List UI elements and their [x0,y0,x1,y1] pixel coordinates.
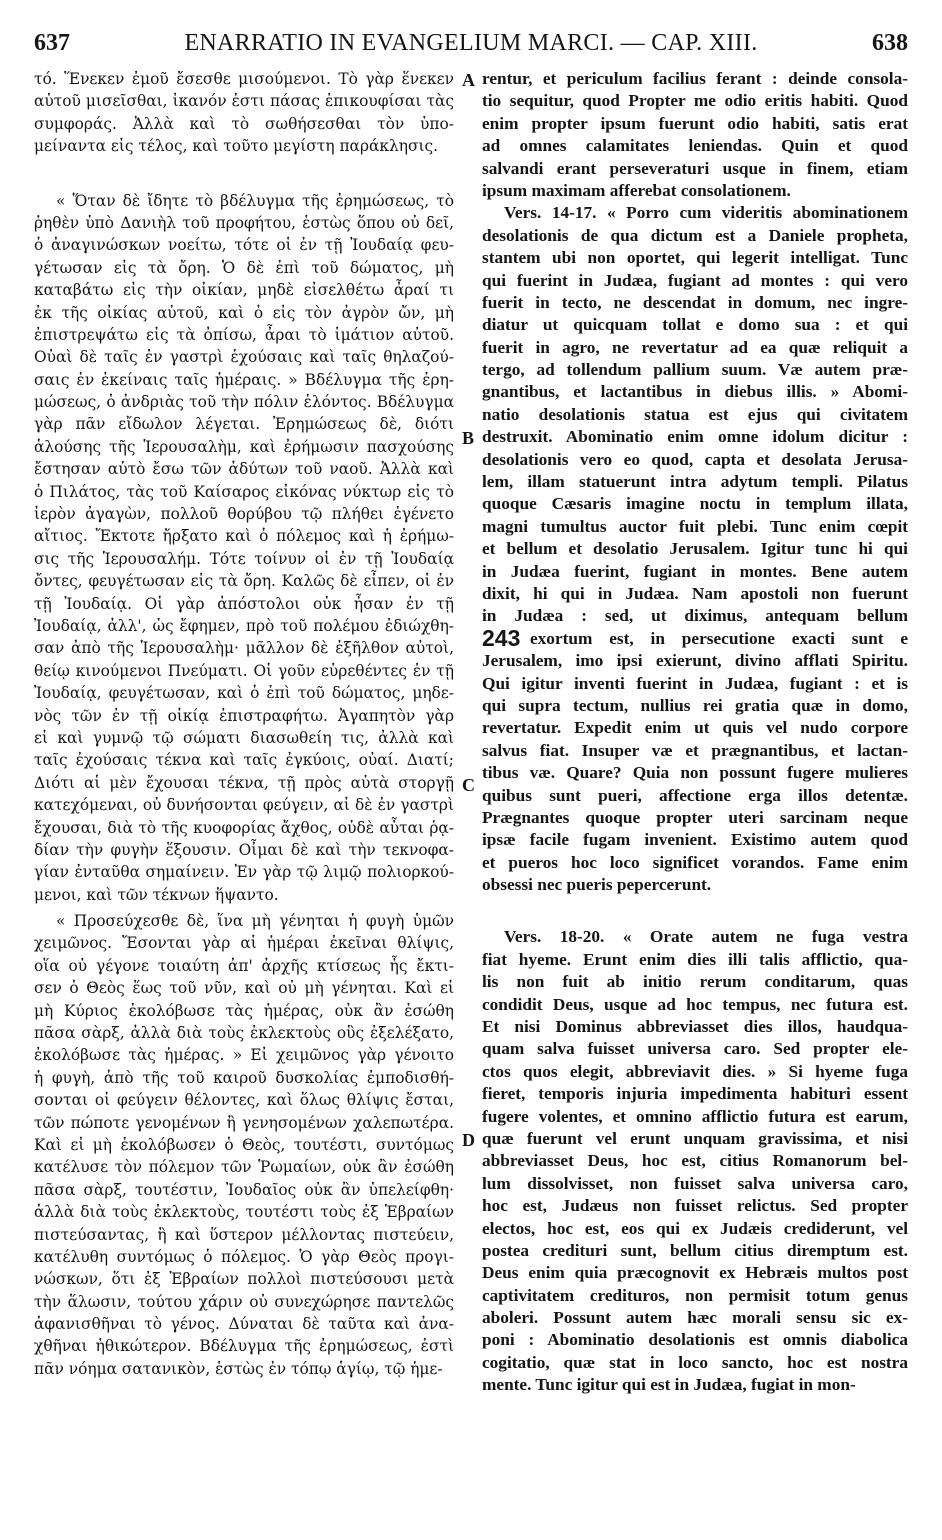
text-line: fieret, temporis injuria impedimenta habituri essent [482,1084,908,1104]
text-line: ταῖς ἐχούσαις τέκνα καὶ ταῖς ἐγκύοις, οὐαί. Διατί; [34,751,454,770]
text-line: Καὶ εἰ μὴ ἐκολόβωσεν ὁ Θεὸς, τουτέστι, συντόμως [34,1135,454,1154]
text-line: πιστεύσαντας, ἢ καὶ ὕστερον μέλλοντας πιστεύειν, [34,1225,454,1244]
paragraph [34,910,454,1380]
text-line: νὸς τῶν ἐν τῇ οἰκίᾳ ἐπιστραφήτω. Ἀγαπητὸν γὰρ [34,706,454,725]
text-line: ἐπιστρεψάτω εἰς τὰ ὀπίσω, ἆραι τὸ ἱμάτιον αὐτοῦ. [34,325,454,344]
margin-marker-c: C [462,775,475,795]
text-line: Ἰουδαίᾳ, φευγέτωσαν, καὶ ὁ ἐπὶ τοῦ δώματος, μηδε- [34,684,454,703]
paragraph [34,68,454,158]
text-line: χειμῶνος. Ἔσονται γὰρ αἱ ἡμέραι ἐκεῖναι θλίψις, [34,934,454,953]
text-line: θείῳ κινούμενοι Πνεύματι. Οἱ γοῦν εὑρεθέντες ἐν τῇ [34,661,454,680]
text-line: ἐκ τῆς οἰκίας αὐτοῦ, καὶ ὁ εἰς τὸν ἀγρὸν ὤν, μὴ [34,303,454,322]
text-line: ἀλλὰ διὰ τοὺς ἐκλεκτοὺς, τουτέστι τοὺς ἐξ Ἑβραίων [34,1203,454,1222]
page-number-left: 637 [34,30,70,56]
text-line: σεν ὁ Θεὸς ἕως τοῦ νῦν, καὶ οὐ μὴ γένηται. Καὶ εἰ [34,979,454,998]
text-line: ἔστησαν αὐτὸ ἔσω τῶν ἀδύτων τοῦ ναοῦ. Ἀλλὰ καὶ [34,460,454,479]
text-line: fiat hyeme. Erunt enim dies illi talis afflictio, qua- [482,949,908,969]
text-line: Deus enim quia præcognovit ex Hebræis multos post [482,1263,908,1283]
column-number: 243 [482,624,521,651]
text-line: hoc est, Judæus non fuisset relictus. Sed propter [482,1196,908,1216]
text-line: Οὐαὶ δὲ ταῖς ἐν γαστρὶ ἐχούσαις καὶ ταῖς θηλαζού- [34,348,454,367]
text-line: τῇ Ἰουδαίᾳ. Οἱ γὰρ ἀπόστολοι οὐκ ἦσαν ἐν τῇ [34,594,454,613]
text-line: ἔχουσαι, διὰ τὸ τῆς κυοφορίας ἄχθος, οὐδὲ αὗται ῥᾳ- [34,818,454,837]
latin-column [482,68,908,1397]
text-line: dixit, hi qui in Judæa. Nam apostoli non fuerunt [482,583,908,603]
text-line: ἐκολόβωσε τὰς ἡμέρας. » Εἰ χειμῶνος γὰρ γένοιτο [34,1046,454,1065]
text-line: poni : Abominatio desolationis est omnis diabolica [482,1330,908,1350]
text-line: in Judæa : sed, ut diximus, antequam bellum [482,606,908,626]
text-line: Διότι αἱ μὲν ἔχουσαι τέκνα, τῇ πρὸς αὐτὰ στοργῇ [34,773,454,792]
text-line: rentur, et periculum facilius ferant : deinde consola- [482,69,908,88]
greek-column [34,68,454,1380]
margin-marker-b: B [462,428,475,448]
text-line: σονται οἱ φεύγειν θέλοντες, καὶ ὅλως θλίψις ἔσται, [34,1091,454,1110]
text-line: quoque Cæsaris imagine noctu in templum illata, [482,494,908,514]
text-line: qui supra tectum, nullius rei gratia quæ in domo, [482,695,908,715]
text-line: κατέλυθη συντόμως ὁ πόλεμος. Ὁ γὰρ Θεὸς προγι- [34,1247,454,1266]
text-line: quæ fuerunt vel erunt unquam gravissima, et nisi [482,1128,908,1148]
text-line: aboleri. Possunt autem hæc morali sensu sic ex- [482,1308,908,1328]
text-line: desolationis de qua dictum est a Daniele propheta, [482,225,908,245]
text-line: πᾶσα σὰρξ, ἀλλὰ διὰ τοὺς ἐκλεκτοὺς οὓς ἐξελέξατο, [34,1024,454,1043]
text-line: destruxit. Abominatio enim omne idolum dicitur : [482,427,908,447]
text-line: ῥηθὲν ὑπὸ Δανιὴλ τοῦ προφήτου, ἑστὼς ὅπου οὐ δεῖ, [34,213,454,232]
margin-marker-a: A [462,70,475,90]
text-line: Jerusalem, imo ipsi exierunt, divino afflati Spiritu. [482,651,908,671]
text-line: et bellum et desolatio Jerusalem. Igitur tunc hi qui [482,539,908,559]
text-line: fuerit in agro, ne revertatur ad ea quæ reliquit a [482,337,908,357]
text-line: αὐτοῦ μισεῖσθαι, ἱκανόν ἐστι πάσας ἐπικουφίσαι τὰς [34,92,454,111]
text-line: diatur ut quicquam tollat e domo sua : et qui [482,315,908,335]
text-line: ἡ φυγὴ, ἀπὸ τῆς τοῦ καιροῦ δυσκολίας ἐμποδισθή- [34,1068,454,1087]
text-line: Et nisi Dominus abbreviasset dies illos, haudqua- [482,1017,908,1037]
text-line: enim propter ipsum fuerunt odio habiti, satis erat [482,113,908,133]
text-line: μὴ Κύριος ἐκολόβωσε τὰς ἡμέρας, οὐκ ἂν ἐσώθη [34,1001,454,1020]
text-line: cogitatio, quæ stat in loco sancto, hoc est nostra [482,1352,908,1372]
page-number-right: 638 [872,30,908,56]
text-line: γὰρ πᾶν εἴδωλον λέγεται. Ἐρημώσεως δὲ, διότι [34,415,454,434]
text-line: τῶν πώποτε γενομένων ἢ γενησομένων χαλεπωτέρα. [34,1113,454,1132]
text-line: χθῆναι ἠθικώτερον. Βδέλυγμα τῆς ἐρημώσεως, ἐστὶ [34,1337,454,1356]
text-line: mente. Tunc igitur qui est in Judæa, fugiat in mon- [482,1375,856,1395]
text-line: μώσεως, ὁ ἀνδριὰς τοῦ τὴν πόλιν ἑλόντος. Βδέλυγμα [34,393,454,412]
text-line: πᾶν νόημα σατανικὸν, ἑστὼς ἐν τόπῳ ἁγίῳ, τῷ ἡμε- [34,1359,443,1378]
text-line: stantem ubi non oportet, qui legerit intelligat. Tunc [482,248,908,268]
text-line: μείναντα εἰς τέλος, καὶ τοῦτο μεγίστη παράκλησις. [34,137,439,156]
text-line: « Ὅταν δὲ ἴδητε τὸ βδέλυγμα τῆς ἐρημώσεως, τὸ [56,191,454,210]
text-line: νώσκων, ὅτι ἐξ Ἑβραίων πολλοὶ πιστεύσουσι μετὰ [34,1270,454,1289]
paragraph [34,190,454,907]
text-line: in Judæa fuerint, fugiant in montes. Bene autem [482,561,908,581]
text-line: τὴν ἅλωσιν, τούτου χάριν οὐ συνεχώρησε παντελῶς [34,1292,454,1311]
text-line: ipsum maximam afferebat consolationem. [482,180,791,200]
text-line: captivitatem credituros, non permisit totum genus [482,1285,908,1305]
text-line: ἱερὸν ἀγαγὼν, πολλοῦ θορύβου τῷ πλήθει ἐγένετο [34,505,454,524]
text-line: revertatur. Expedit enim ut quis vel nudo corpore [482,718,908,738]
text-line: magni tumultus auctor fuit plebi. Tunc enim cœpit [482,516,908,536]
text-line: κατέλυσε τὸν πόλεμον τῶν Ῥωμαίων, οὐκ ἂν ἐσώθη [34,1158,454,1177]
text-line: Ἰουδαίᾳ, ἀλλ', ὡς ἔφημεν, πρὸ τοῦ πολέμου ἐδιώχθη- [34,616,454,635]
text-line: desolationis vero eo quod, capta et desolata Jerusa- [482,449,908,469]
text-line: Vers. 14-17. « Porro cum videritis abominationem [504,203,908,223]
paragraph [482,68,908,202]
text-line: ipsæ facile fugam invenient. Existimo autem quod [482,830,908,850]
text-line: gnantibus, et lactantibus in diebus illis. » Abomi- [482,382,908,402]
text-line: οἵα οὐ γέγονε τοιαύτη ἀπ' ἀρχῆς κτίσεως ἧς ἔκτι- [34,956,454,975]
text-line: σις τῆς Ἱερουσαλήμ. Τότε τοίνυν οἱ ἐν τῇ Ἰουδαίᾳ [34,549,454,568]
text-line: qui fuerint in Judæa, fugiant ad montes : qui vero [482,270,908,290]
text-line: γίαν ἐνταῦθα σημαίνειν. Ἐν γὰρ τῷ λιμῷ πολιορκού- [34,863,454,882]
text-line: exortum est, in persecutione exacti sunt e [530,628,908,648]
paragraph [482,202,908,896]
text-line: tibus væ. Quare? Quia non possunt fugere mulieres [482,763,908,783]
text-line: natio desolationis statua est ejus qui civitatem [482,404,908,424]
text-line: εἰ καὶ γυμνῷ τῷ σώματι διασωθείη τις, ἀλλὰ καὶ [34,728,454,747]
text-line: « Προσεύχεσθε δὲ, ἵνα μὴ γένηται ἡ φυγὴ ὑμῶν [56,912,454,931]
text-line: δίαν τὴν φυγὴν ἕξουσιν. Οἶμαι δὲ καὶ τὴν τεκνοφα- [34,840,454,859]
text-line: ὄντες, φευγέτωσαν εἰς τὰ ὄρη. Καλῶς δὲ εἶπεν, οἱ ἐν [34,572,454,591]
running-title: ENARRATIO IN EVANGELIUM MARCI. — CAP. XIII. [184,30,758,56]
text-line: ad omnes calamitates leniendas. Quin et quod [482,136,908,156]
text-line: σαν ἀπὸ τῆς Ἱερουσαλὴμ· μᾶλλον δὲ ἐξῆλθον αὐτοὶ, [34,639,454,658]
text-line: condidit Deus, usque ad hoc tempus, nec futura est. [482,994,908,1014]
text-line: lum dissolvisset, non fuisset salva universa caro, [482,1173,908,1193]
text-line: Prægnantes quoque propter uteri sarcinam neque [482,807,908,827]
text-line: electos, hoc est, eos qui ex Judæis crediderunt, vel [482,1218,908,1238]
text-line: γέτωσαν εἰς τὰ ὄρη. Ὁ δὲ ἐπὶ τοῦ δώματος, μὴ [34,258,454,277]
text-line: postea credituri sunt, bellum citius diremptum est. [482,1240,908,1260]
text-line: σαις ἐν ἐκείναις ταῖς ἡμέραις. » Βδέλυγμα τῆς ἐρη- [34,370,454,389]
text-line: ἁλούσης τῆς Ἱερουσαλὴμ, καὶ ἐρήμωσιν πασχούσης [34,437,454,456]
text-line: salvandi erant perseveraturi usque in finem, etiam [482,158,908,178]
paragraph [482,926,908,1396]
text-line: salvus fiat. Insuper væ et prægnantibus, et lactan- [482,740,908,760]
text-line: τό. Ἕνεκεν ἐμοῦ ἔσεσθε μισούμενοι. Τὸ γὰρ ἕνεκεν [34,70,454,88]
text-line: πᾶσα σὰρξ, τουτέστιν, Ἰουδαῖος οὐκ ἂν ὑπελείφθη· [34,1180,454,1199]
text-line: αἴτιος. Ἔκτοτε ἤρξατο καὶ ὁ πόλεμος καὶ ἡ ἐρήμω- [34,527,454,546]
text-line: καταβάτω εἰς τὴν οἰκίαν, μηδὲ εἰσελθέτω ἆραί τι [34,281,454,300]
text-line: ctos quos elegit, abbreviavit dies. » Si hyeme fuga [482,1061,908,1081]
running-header [34,30,908,56]
text-line: abbreviasset Deus, hoc est, citius Romanorum bel- [482,1151,908,1171]
text-line: συμφοράς. Ἀλλὰ καὶ τὸ σωθήσεσθαι τὸν ὑπο- [34,114,454,133]
text-line: κατεχόμεναι, οὐ δυνήσονται φεύγειν, αἱ δὲ ἐν γαστρὶ [34,796,454,815]
text-line: fugere volentes, et omnino afflictio futura est earum, [482,1106,908,1126]
text-line: obsessi nec pueris pepercerunt. [482,875,712,895]
text-line: fuerit in tecto, ne descendat in domum, nec ingre- [482,292,908,312]
text-line: Vers. 18-20. « Orate autem ne fuga vestra [504,927,908,947]
text-line: lis non fuit ab initio rerum conditarum, quas [482,972,908,992]
text-line: μενοι, καὶ τῶν τέκνων ἥψαντο. [34,885,279,904]
text-line: quam salva fuisset universa caro. Sed propter ele- [482,1039,908,1059]
text-line: lem, illam statuerunt intra adytum templi. Pilatus [482,472,908,492]
text-line: ὁ ἀναγινώσκων νοείτω, τότε οἱ ἐν τῇ Ἰουδαίᾳ φευ- [34,236,454,255]
text-line: tergo, ad tollendum pallium suum. Væ autem præ- [482,360,908,380]
text-line: ὁ Πιλάτος, τὰς τοῦ Καίσαρος εἰκόνας νύκτωρ εἰς τὸ [34,482,454,501]
margin-marker-d: D [462,1130,475,1150]
text-line: et pueros hoc loco significet vorandos. Fame enim [482,852,908,872]
text-line: quibus sunt pueri, affectione erga illos detentæ. [482,785,908,805]
text-line: Qui igitur inventi fuerint in Judæa, fugiant : et is [482,673,908,693]
text-line: tio sequitur, quod Propter me odio eritis habiti. Quod [482,91,908,111]
text-line: ἀφανισθῆναι τὸ γένος. Δύναται δὲ ταῦτα καὶ ἀνα- [34,1315,454,1334]
